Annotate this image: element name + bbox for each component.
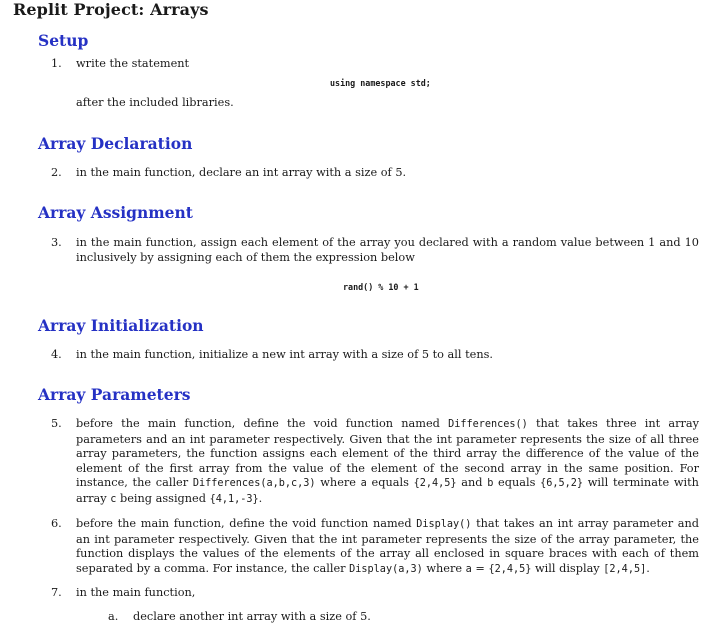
step-4-text: in the main function, initialize a new int array with a size of 5 to all tens. bbox=[76, 348, 494, 361]
code-differences-call: Differences(a,b,c,3) bbox=[192, 478, 316, 490]
substep-label-a: a. bbox=[108, 610, 119, 623]
step-number-7: 7. bbox=[51, 586, 62, 599]
step-number-2: 2. bbox=[51, 166, 62, 179]
step-2-text: in the main function, declare an int array with a size of 5. bbox=[76, 166, 407, 179]
document-title: Replit Project: Arrays bbox=[13, 0, 209, 19]
code-display-call: Display(a,3) bbox=[349, 563, 423, 575]
step-1-text: write the statement bbox=[76, 57, 190, 70]
section-heading-setup: Setup bbox=[38, 31, 89, 50]
step-number-4: 4. bbox=[51, 348, 62, 361]
step-1-after-text: after the included libraries. bbox=[76, 96, 234, 109]
code-display: Display() bbox=[416, 519, 472, 530]
section-heading-assignment: Array Assignment bbox=[38, 203, 193, 222]
step-7-text: in the main function, bbox=[76, 586, 196, 599]
section-heading-initialization: Array Initialization bbox=[38, 316, 204, 335]
step-number-3: 3. bbox=[51, 236, 62, 249]
section-heading-parameters: Array Parameters bbox=[38, 385, 191, 404]
code-using-namespace: using namespace std; bbox=[330, 78, 431, 88]
section-heading-declaration: Array Declaration bbox=[38, 134, 193, 153]
code-differences: Differences() bbox=[448, 419, 528, 430]
step-6-text: before the main function, define the void function named Display() that takes an int array parameter and an int parameter respectively. Given that the int parameter represents the size of the array parameter, the function displays the values of the elements of the array all enclosed in square braces with each of them separated by a comma. For instance, the caller Display(a,3) where a = {2,4,5} will display [2,4,5]. bbox=[76, 517, 699, 575]
substep-a-text: declare another int array with a size of 5. bbox=[133, 610, 371, 623]
code-rand-expression: rand() % 10 + 1 bbox=[343, 282, 419, 292]
step-number-6: 6. bbox=[51, 517, 62, 530]
step-3-text: in the main function, assign each element of the array you declared with a random value between 1 and 10 inclusively by assigning each of them the expression below bbox=[76, 236, 699, 264]
step-number-1: 1. bbox=[51, 57, 62, 70]
step-5-text: before the main function, define the void function named Differences() that takes three int array parameters and an int parameter respectively. Given that the int parameter represents the size of all three array parameters, the function assigns each element of the third array the difference of the value of the element of the first array from the value of the element of the second array in the same position. For instance, the caller Differences(a,b,c,3) where a equals {2,4,5} and b equals {6,5,2} will terminate with array c being assigned {4,1,-3}. bbox=[76, 417, 699, 505]
step-number-5: 5. bbox=[51, 417, 62, 430]
